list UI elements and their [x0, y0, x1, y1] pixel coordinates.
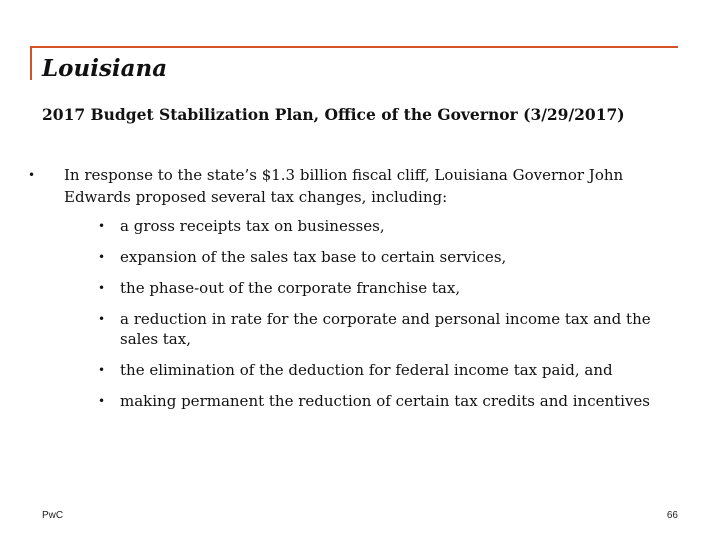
- sub-bullet-text: the elimination of the deduction for federal income tax paid, and: [120, 361, 613, 379]
- sub-bullet-item: [78, 216, 678, 236]
- bullet-icon: •: [98, 394, 106, 408]
- bullet-icon: •: [98, 312, 106, 326]
- sub-bullet-text: a reduction in rate for the corporate and personal income tax and the sales tax,: [120, 310, 651, 348]
- footer-brand: PwC: [42, 510, 64, 521]
- sub-bullet-text: making permanent the reduction of certain tax credits and incentives: [120, 392, 651, 410]
- bullet-list: [28, 164, 678, 422]
- accent-line-top: [30, 46, 678, 48]
- sub-bullet-item: [78, 278, 678, 298]
- slide-title: Louisiana: [42, 55, 168, 82]
- bullet-icon: •: [98, 281, 106, 295]
- sub-bullet-item: [78, 247, 678, 267]
- sub-bullet-item: [78, 309, 678, 349]
- slide-subtitle: 2017 Budget Stabilization Plan, Office of the Governor (3/29/2017): [42, 105, 625, 124]
- sub-bullet-list: [64, 216, 678, 411]
- main-bullet: [28, 164, 678, 411]
- bullet-icon: •: [28, 168, 36, 182]
- accent-line-left: [30, 46, 32, 80]
- bullet-icon: •: [98, 219, 106, 233]
- bullet-icon: •: [98, 363, 106, 377]
- sub-bullet-text: expansion of the sales tax base to certain services,: [120, 248, 507, 266]
- sub-bullet-text: a gross receipts tax on businesses,: [120, 217, 385, 235]
- bullet-icon: •: [98, 250, 106, 264]
- sub-bullet-text: the phase-out of the corporate franchise tax,: [120, 279, 461, 297]
- main-bullet-text: In response to the state’s $1.3 billion fiscal cliff, Louisiana Governor John Edwards proposed several tax changes, including:: [64, 166, 624, 206]
- sub-bullet-item: [78, 360, 678, 380]
- sub-bullet-item: [78, 391, 678, 411]
- page-number: 66: [666, 510, 678, 521]
